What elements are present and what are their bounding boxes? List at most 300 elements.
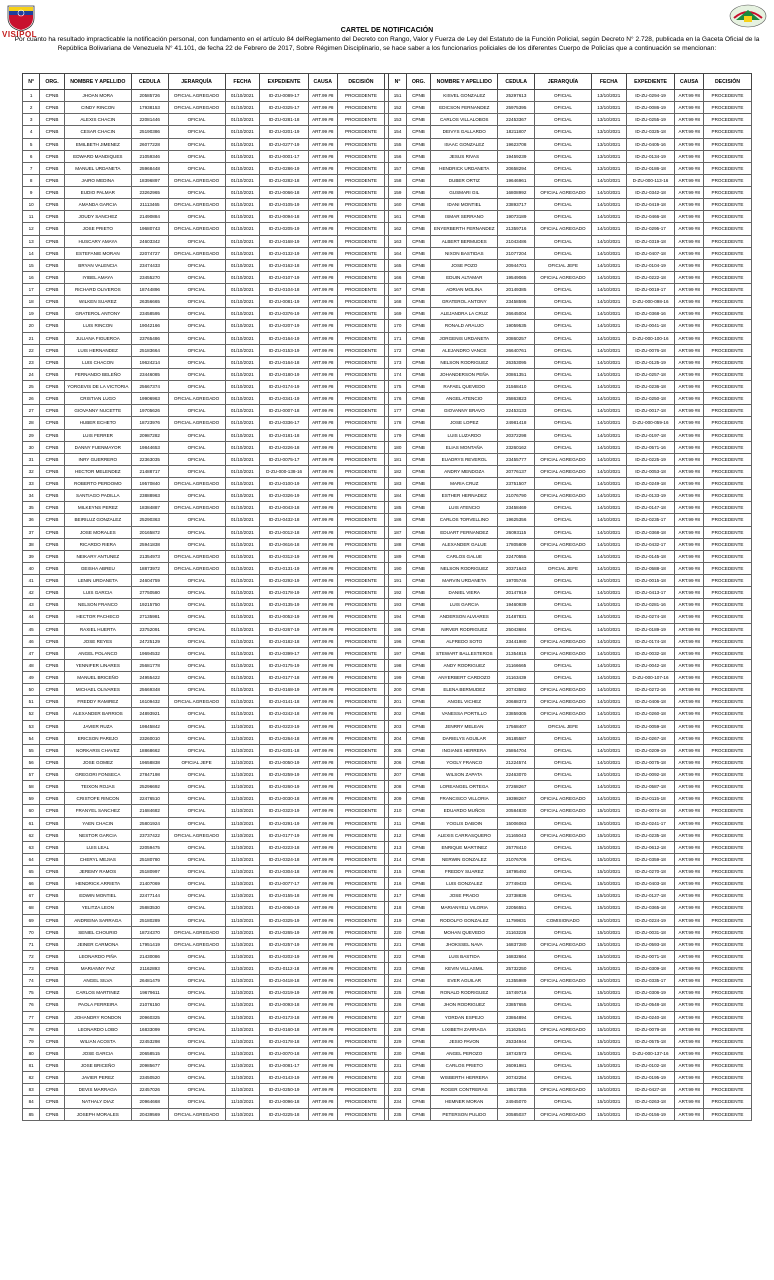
date-cell: 11/10/2021: [225, 1047, 260, 1059]
name-cell: STEWART BALLESTEROS: [431, 647, 498, 659]
row-number: 210: [389, 805, 406, 817]
date-cell: 15/10/2021: [592, 817, 627, 829]
table-row: [23, 174, 752, 186]
case-file-cell: ID-ZU-0324-18: [260, 853, 309, 865]
cause-cell: ART.99 #8: [309, 441, 338, 453]
org-cell: CPNB: [406, 963, 430, 975]
rank-cell: OFICIAL: [534, 393, 591, 405]
table-row: [23, 599, 752, 611]
row-number: 205: [389, 744, 406, 756]
cause-cell: ART.99 #8: [675, 914, 704, 926]
id-number-cell: 19625356: [498, 514, 535, 526]
org-cell: CPNB: [40, 672, 64, 684]
row-number: 176: [389, 393, 406, 405]
cause-cell: ART.99 #8: [675, 1047, 704, 1059]
case-file-cell: ID-ZU-0376-19: [260, 308, 309, 320]
decision-cell: PROCEDENTE: [337, 514, 385, 526]
case-file-cell: ID-ZU-0223-19: [260, 720, 309, 732]
table-row: [23, 114, 752, 126]
org-cell: CPNB: [40, 441, 64, 453]
org-cell: CPNB: [406, 866, 430, 878]
row-number: 168: [389, 296, 406, 308]
date-cell: 01/10/2021: [225, 453, 260, 465]
rank-cell: OFICIAL: [534, 1072, 591, 1084]
decision-cell: PROCEDENTE: [703, 829, 751, 841]
id-number-cell: 22074727: [131, 247, 168, 259]
cause-cell: ART.99 #8: [675, 368, 704, 380]
decision-cell: PROCEDENTE: [703, 684, 751, 696]
org-cell: CPNB: [406, 999, 430, 1011]
org-cell: CPNB: [40, 1096, 64, 1108]
case-file-cell: ID-ZU-0178-19: [260, 587, 309, 599]
cause-cell: ART.99 #8: [675, 393, 704, 405]
case-file-cell: ID-ZU-0177-19: [260, 829, 309, 841]
id-number-cell: 11799831: [498, 914, 535, 926]
name-cell: GIOVANNY NUCETTE: [64, 405, 131, 417]
org-cell: CPNB: [40, 756, 64, 768]
org-cell: CPNB: [40, 975, 64, 987]
date-cell: 15/10/2021: [592, 841, 627, 853]
row-number: 154: [389, 126, 406, 138]
date-cell: 11/10/2021: [225, 1072, 260, 1084]
table-row: [23, 490, 752, 502]
row-number: 192: [389, 587, 406, 599]
rank-cell: OFICIAL: [168, 769, 225, 781]
case-file-cell: ID-ZU-0336-17: [260, 417, 309, 429]
id-number-cell: 23738836: [498, 890, 535, 902]
name-cell: WISBERTH HERRERA: [431, 1072, 498, 1084]
cause-cell: ART.99 #8: [675, 793, 704, 805]
case-file-cell: ID-ZU-0264-18: [260, 732, 309, 744]
id-number-cell: 25864704: [498, 744, 535, 756]
case-file-cell: ID-ZU-0175-19: [260, 659, 309, 671]
date-cell: 14/10/2021: [592, 575, 627, 587]
row-number: 170: [389, 320, 406, 332]
name-cell: NERWIN GONZALEZ: [431, 853, 498, 865]
org-cell: CPNB: [406, 611, 430, 623]
name-cell: EUADRYS REVEROL: [431, 453, 498, 465]
table-row: [23, 841, 752, 853]
row-number: 199: [389, 672, 406, 684]
name-cell: HECTOR PACHECO: [64, 611, 131, 623]
name-cell: FERNANDO BELEÑO: [64, 368, 131, 380]
row-number: 194: [389, 611, 406, 623]
name-cell: RONALD RODRIGUEZ: [431, 987, 498, 999]
decision-cell: PROCEDENTE: [337, 502, 385, 514]
date-cell: 01/10/2021: [225, 308, 260, 320]
case-file-cell: ID-ZU-0259-19: [260, 769, 309, 781]
date-cell: 01/10/2021: [225, 599, 260, 611]
date-cell: 15/10/2021: [592, 1072, 627, 1084]
date-cell: 01/10/2021: [225, 696, 260, 708]
org-cell: CPNB: [40, 1011, 64, 1023]
date-cell: 01/10/2021: [225, 575, 260, 587]
rank-cell: OFICIAL: [168, 987, 225, 999]
org-cell: CPNB: [40, 829, 64, 841]
row-number: 188: [389, 538, 406, 550]
case-file-cell: ID-ZU-0086-19: [626, 102, 675, 114]
case-file-cell: ID-ZU-0616-18: [260, 538, 309, 550]
name-cell: JOSE LOPEZ: [431, 417, 498, 429]
id-number-cell: 24604759: [131, 575, 168, 587]
org-cell: CPNB: [40, 344, 64, 356]
org-cell: CPNB: [406, 211, 430, 223]
id-number-cell: 21043486: [498, 235, 535, 247]
case-file-cell: ID-ZU-0571-16: [626, 441, 675, 453]
decision-cell: PROCEDENTE: [337, 550, 385, 562]
id-number-cell: 17951419: [131, 938, 168, 950]
case-file-cell: ID-ZU-0186-18: [626, 162, 675, 174]
case-file-cell: ID-ZU-0093-18: [260, 999, 309, 1011]
cause-cell: ART.99 #8: [309, 526, 338, 538]
cause-cell: ART.99 #8: [675, 1060, 704, 1072]
rank-cell: OFICIAL: [168, 271, 225, 283]
id-number-cell: 17568407: [498, 720, 535, 732]
id-number-cell: 27268267: [498, 781, 535, 793]
date-cell: 14/10/2021: [592, 393, 627, 405]
org-cell: CPNB: [406, 623, 430, 635]
org-cell: CPNB: [406, 659, 430, 671]
name-cell: ALEXANDER GALUE: [431, 538, 498, 550]
case-file-cell: ID-ZU-0309-18: [626, 963, 675, 975]
case-file-cell: ID-ZU-0012-18: [260, 526, 309, 538]
cause-cell: ART.99 #8: [309, 963, 338, 975]
name-cell: FREDDY RAMIREZ: [64, 696, 131, 708]
cause-cell: ART.99 #8: [675, 308, 704, 320]
cause-cell: ART.99 #8: [309, 1047, 338, 1059]
row-number: 14: [23, 247, 40, 259]
date-cell: 01/10/2021: [225, 478, 260, 490]
date-cell: 01/10/2021: [225, 223, 260, 235]
id-number-cell: 18795492: [498, 866, 535, 878]
decision-cell: PROCEDENTE: [337, 102, 385, 114]
decision-cell: PROCEDENTE: [337, 441, 385, 453]
name-cell: JEINER CARMONA: [64, 938, 131, 950]
date-cell: 15/10/2021: [592, 902, 627, 914]
id-number-cell: 15006063: [498, 817, 535, 829]
id-number-cell: 21076790: [498, 490, 535, 502]
case-file-cell: ID-ZU-0255-19: [626, 114, 675, 126]
case-file-cell: ID-ZU-0432-17: [626, 538, 675, 550]
date-cell: 15/10/2021: [592, 914, 627, 926]
case-file-cell: ID-ZU-0164-18: [260, 356, 309, 368]
cause-cell: ART.99 #8: [675, 744, 704, 756]
org-cell: CPNB: [40, 538, 64, 550]
date-cell: 11/10/2021: [225, 720, 260, 732]
rank-cell: OFICIAL: [534, 441, 591, 453]
rank-cell: OFICIAL AGREGADO: [534, 975, 591, 987]
name-cell: ANDRY MENDOZA: [431, 465, 498, 477]
name-cell: JOUDY SANCHEZ: [64, 211, 131, 223]
column-header: ORG.: [40, 74, 64, 90]
case-file-cell: ID-ZU-0202-19: [260, 950, 309, 962]
cause-cell: ART.99 #8: [675, 356, 704, 368]
cause-cell: ART.99 #8: [309, 1060, 338, 1072]
cause-cell: ART.99 #8: [675, 817, 704, 829]
row-number: 161: [389, 211, 406, 223]
id-number-cell: 20688373: [498, 696, 535, 708]
cause-cell: ART.99 #8: [309, 211, 338, 223]
row-number: 220: [389, 926, 406, 938]
table-row: [23, 332, 752, 344]
decision-cell: PROCEDENTE: [703, 1096, 751, 1108]
rank-cell: OFICIAL AGREGADO: [168, 393, 225, 405]
id-number-cell: 25180289: [131, 914, 168, 926]
row-number: 49: [23, 672, 40, 684]
case-file-cell: ID-ZU-0286-19: [260, 162, 309, 174]
case-file-cell: ID-ZU-0030-18: [260, 793, 309, 805]
name-cell: LEONARDO PIÑA: [64, 950, 131, 962]
date-cell: 11/10/2021: [225, 1108, 260, 1120]
date-cell: 14/10/2021: [592, 320, 627, 332]
org-cell: CPNB: [406, 381, 430, 393]
org-cell: CPNB: [40, 841, 64, 853]
decision-cell: PROCEDENTE: [703, 150, 751, 162]
org-cell: CPNB: [40, 805, 64, 817]
case-file-cell: ID-ZU-0041-18: [626, 320, 675, 332]
row-number: 34: [23, 490, 40, 502]
rank-cell: OFICIAL: [168, 902, 225, 914]
org-cell: CPNB: [406, 526, 430, 538]
id-number-cell: 19549065: [498, 271, 535, 283]
decision-cell: PROCEDENTE: [703, 793, 751, 805]
id-number-cell: 21162893: [131, 963, 168, 975]
org-cell: CPNB: [406, 429, 430, 441]
rank-cell: OFICIAL AGREGADO: [534, 1108, 591, 1120]
rank-cell: OFICIAL: [534, 344, 591, 356]
rank-cell: OFICIAL: [534, 999, 591, 1011]
cause-cell: ART.99 #8: [309, 562, 338, 574]
table-row: [23, 684, 752, 696]
cause-cell: ART.99 #8: [675, 720, 704, 732]
id-number-cell: 24725129: [131, 635, 168, 647]
decision-cell: PROCEDENTE: [703, 1060, 751, 1072]
org-cell: CPNB: [40, 562, 64, 574]
case-file-cell: D-ZU-000-113-16: [626, 174, 675, 186]
id-number-cell: 19073189: [498, 211, 535, 223]
date-cell: 11/10/2021: [225, 1011, 260, 1023]
cause-cell: ART.99 #8: [675, 550, 704, 562]
decision-cell: PROCEDENTE: [703, 562, 751, 574]
case-file-cell: ID-ZU-0319-18: [626, 235, 675, 247]
id-number-cell: 18868662: [131, 744, 168, 756]
decision-cell: PROCEDENTE: [337, 453, 385, 465]
id-number-cell: 21113465: [131, 199, 168, 211]
id-number-cell: 19570840: [131, 478, 168, 490]
org-cell: CPNB: [40, 138, 64, 150]
org-cell: CPNB: [406, 575, 430, 587]
cause-cell: ART.99 #8: [309, 514, 338, 526]
date-cell: 14/10/2021: [592, 744, 627, 756]
org-cell: CPNB: [40, 720, 64, 732]
cause-cell: ART.99 #8: [675, 963, 704, 975]
rank-cell: OFICIAL: [534, 1060, 591, 1072]
rank-cell: OFICIAL: [534, 211, 591, 223]
cause-cell: ART.99 #8: [309, 720, 338, 732]
rank-cell: OFICIAL: [168, 150, 225, 162]
row-number: 159: [389, 187, 406, 199]
cause-cell: ART.99 #8: [309, 465, 338, 477]
decision-cell: PROCEDENTE: [703, 1084, 751, 1096]
id-number-cell: 25180997: [131, 866, 168, 878]
row-number: 224: [389, 975, 406, 987]
table-row: [23, 90, 752, 102]
cause-cell: ART.99 #8: [675, 381, 704, 393]
cause-cell: ART.99 #8: [309, 793, 338, 805]
date-cell: 01/10/2021: [225, 247, 260, 259]
org-cell: CPNB: [40, 453, 64, 465]
rank-cell: OFICIAL: [168, 878, 225, 890]
id-number-cell: 22056551: [498, 902, 535, 914]
name-cell: HUBER ECHETO: [64, 417, 131, 429]
name-cell: NELSON RODRIGUEZ: [431, 356, 498, 368]
org-cell: CPNB: [406, 781, 430, 793]
column-header: JERARQUÍA: [534, 74, 591, 90]
cause-cell: ART.99 #8: [675, 453, 704, 465]
rank-cell: OFICIAL: [534, 332, 591, 344]
id-number-cell: 20658294: [498, 162, 535, 174]
date-cell: 11/10/2021: [225, 999, 260, 1011]
date-cell: 01/10/2021: [225, 235, 260, 247]
decision-cell: PROCEDENTE: [337, 841, 385, 853]
case-file-cell: ID-ZU-0076-18: [626, 344, 675, 356]
date-cell: 14/10/2021: [592, 453, 627, 465]
decision-cell: PROCEDENTE: [703, 732, 751, 744]
case-file-cell: ID-ZU-0177-18: [260, 672, 309, 684]
column-header: CAUSA: [675, 74, 704, 90]
org-cell: CPNB: [40, 199, 64, 211]
date-cell: 14/10/2021: [592, 356, 627, 368]
case-file-cell: ID-ZU-0265-19: [260, 926, 309, 938]
row-number: 7: [23, 162, 40, 174]
cause-cell: ART.99 #8: [309, 805, 338, 817]
cause-cell: ART.99 #8: [309, 381, 338, 393]
date-cell: 01/10/2021: [225, 381, 260, 393]
org-cell: CPNB: [406, 635, 430, 647]
case-file-cell: ID-ZU-0105-19: [260, 199, 309, 211]
decision-cell: PROCEDENTE: [703, 902, 751, 914]
cause-cell: ART.99 #8: [309, 914, 338, 926]
decision-cell: PROCEDENTE: [337, 478, 385, 490]
cause-cell: ART.99 #8: [675, 211, 704, 223]
org-cell: CPNB: [406, 490, 430, 502]
id-number-cell: 20439569: [131, 1108, 168, 1120]
column-header: DECISIÓN: [337, 74, 385, 90]
row-number: 13: [23, 235, 40, 247]
cause-cell: ART.99 #8: [675, 259, 704, 271]
org-cell: CPNB: [40, 1035, 64, 1047]
org-cell: CPNB: [406, 1060, 430, 1072]
org-cell: CPNB: [40, 696, 64, 708]
case-file-cell: ID-ZU-0133-19: [626, 490, 675, 502]
case-file-cell: ID-ZU-0325-18: [626, 126, 675, 138]
name-cell: ANGEL PEROZO: [431, 1047, 498, 1059]
table-row: [23, 453, 752, 465]
id-number-cell: 20742254: [498, 1072, 535, 1084]
cause-cell: ART.99 #8: [675, 562, 704, 574]
decision-cell: PROCEDENTE: [703, 841, 751, 853]
name-cell: LENIN URDANETA: [64, 575, 131, 587]
decision-cell: PROCEDENTE: [703, 878, 751, 890]
case-file-cell: ID-ZU-0107-19: [260, 271, 309, 283]
case-file-cell: ID-ZU-0134-19: [626, 150, 675, 162]
cause-cell: ART.99 #8: [675, 599, 704, 611]
rank-cell: OFICIAL: [534, 405, 591, 417]
table-row: [23, 756, 752, 768]
org-cell: CPNB: [406, 332, 430, 344]
case-file-cell: ID-ZU-0015-18: [626, 575, 675, 587]
rank-cell: OFICIAL: [534, 199, 591, 211]
decision-cell: PROCEDENTE: [703, 138, 751, 150]
table-row: [23, 1023, 752, 1035]
org-cell: CPNB: [40, 102, 64, 114]
cause-cell: ART.99 #8: [675, 126, 704, 138]
rank-cell: OFICIAL: [168, 538, 225, 550]
cause-cell: ART.99 #8: [309, 659, 338, 671]
date-cell: 01/10/2021: [225, 393, 260, 405]
name-cell: IYIBEL AMAYA: [64, 271, 131, 283]
name-cell: EDICSON FERNANDEZ: [431, 102, 498, 114]
case-file-cell: ID-ZU-0575-18: [626, 1035, 675, 1047]
rank-cell: OFICIAL: [168, 1035, 225, 1047]
id-number-cell: 20165872: [131, 526, 168, 538]
row-number: 198: [389, 659, 406, 671]
rank-cell: OFICIAL: [534, 744, 591, 756]
table-row: [23, 199, 752, 211]
row-number: 16: [23, 271, 40, 283]
org-cell: CPNB: [40, 1023, 64, 1035]
date-cell: 01/10/2021: [225, 114, 260, 126]
cause-cell: ART.99 #8: [309, 271, 338, 283]
id-number-cell: 26077228: [131, 138, 168, 150]
org-cell: CPNB: [406, 1108, 430, 1120]
cause-cell: ART.99 #8: [309, 987, 338, 999]
table-row: [23, 259, 752, 271]
row-number: 164: [389, 247, 406, 259]
date-cell: 15/10/2021: [592, 829, 627, 841]
decision-cell: PROCEDENTE: [337, 344, 385, 356]
rank-cell: OFICIAL: [168, 187, 225, 199]
date-cell: 01/10/2021: [225, 199, 260, 211]
name-cell: DANNY FUENMAYOR: [64, 441, 131, 453]
name-cell: EDWARD MANDIQUES: [64, 150, 131, 162]
name-cell: YOGLY FRANCO: [431, 756, 498, 768]
row-number: 153: [389, 114, 406, 126]
org-cell: CPNB: [40, 90, 64, 102]
date-cell: 11/10/2021: [225, 1060, 260, 1072]
table-row: [23, 429, 752, 441]
date-cell: 11/10/2021: [225, 1035, 260, 1047]
name-cell: LUIS GARCIA: [64, 587, 131, 599]
org-cell: CPNB: [406, 1084, 430, 1096]
case-file-cell: ID-ZU-0189-19: [626, 623, 675, 635]
rank-cell: OFICIAL: [534, 381, 591, 393]
cause-cell: ART.99 #8: [675, 575, 704, 587]
org-cell: CPNB: [406, 975, 430, 987]
decision-cell: PROCEDENTE: [337, 963, 385, 975]
id-number-cell: 22470555: [498, 550, 535, 562]
table-row: [23, 162, 752, 174]
case-file-cell: ID-ZU-0079-18: [626, 1023, 675, 1035]
case-file-cell: ID-ZU-0406-18: [626, 696, 675, 708]
decision-cell: PROCEDENTE: [703, 417, 751, 429]
case-file-cell: ID-ZU-0092-18: [626, 769, 675, 781]
name-cell: EMILBETH JIMENEZ: [64, 138, 131, 150]
row-number: 46: [23, 635, 40, 647]
id-number-cell: 23765486: [131, 332, 168, 344]
cause-cell: ART.99 #8: [675, 199, 704, 211]
table-row: [23, 550, 752, 562]
